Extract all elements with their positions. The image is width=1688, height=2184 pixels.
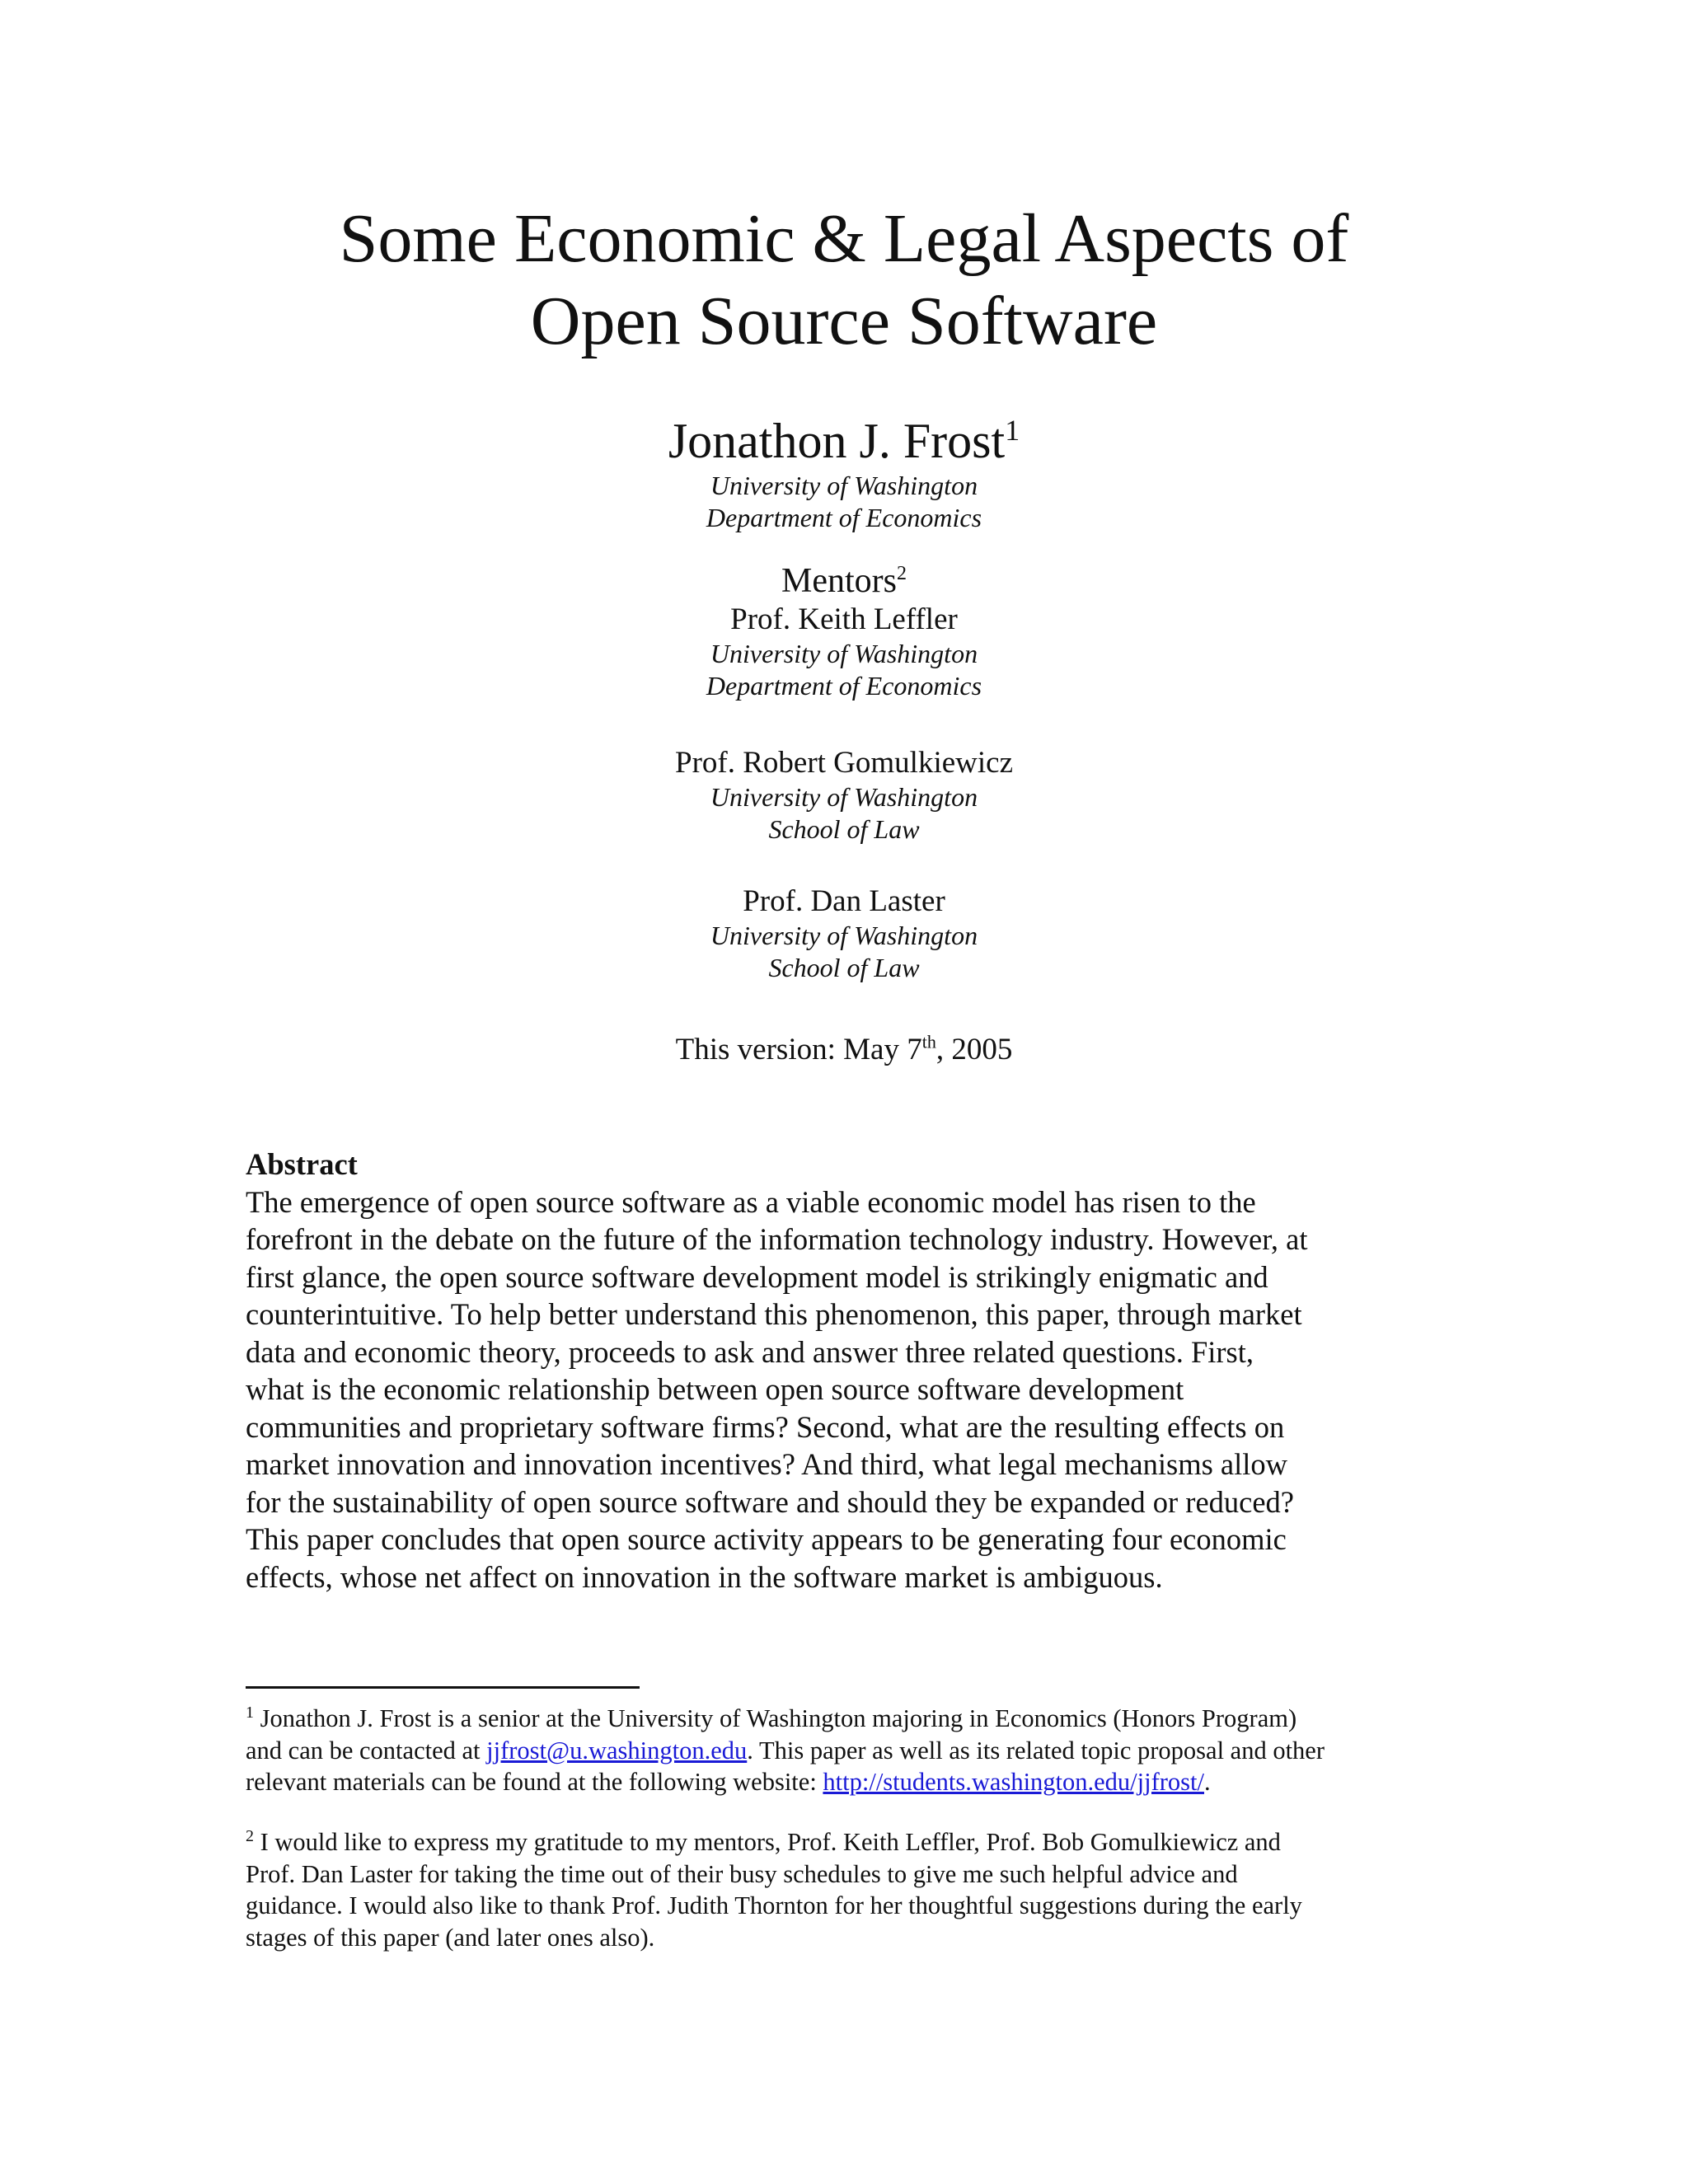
footnote-1-line: [246, 1766, 1449, 1798]
title-line-2: Open Source Software: [530, 283, 1158, 359]
footnote-1-line: [246, 1735, 1449, 1767]
footnote-2-line: Prof. Dan Laster for taking the time out of their busy schedules to give me such helpful advice and: [246, 1859, 1238, 1888]
footnote-1-text: .: [1204, 1768, 1211, 1796]
abstract-line: The emergence of open source software as a viable economic model has risen to the: [246, 1184, 1256, 1219]
abstract-line: effects, whose net affect on innovation in the software market is ambiguous.: [246, 1559, 1163, 1594]
footnote-2-mark: 2: [246, 1826, 254, 1845]
abstract-line: forefront in the debate on the future of the information technology industry. However, at: [246, 1222, 1308, 1256]
footnote-2-line: [246, 1826, 1449, 1858]
mentor-affiliation-university: University of Washington: [710, 639, 978, 668]
abstract-heading: Abstract: [246, 1147, 358, 1181]
website-link[interactable]: http://students.washington.edu/jjfrost/: [823, 1768, 1204, 1796]
mentor-affiliation-university: University of Washington: [710, 782, 978, 812]
mentors-footnote-mark[interactable]: 2: [897, 563, 907, 584]
footnote-1-text: Jonathon J. Frost is a senior at the University of Washington majoring in Economics (Honors Program): [254, 1704, 1297, 1732]
author-affiliation-university: University of Washington: [710, 471, 978, 500]
abstract-line: data and economic theory, proceeds to ask and answer three related questions. First,: [246, 1334, 1254, 1369]
abstract-line: This paper concludes that open source activity appears to be generating four economic: [246, 1522, 1287, 1556]
mentors-block: [0, 560, 1688, 702]
footnote-divider: [246, 1686, 640, 1689]
footnote-1-text: and can be contacted at: [246, 1736, 487, 1765]
mentor-affiliation-school: School of Law: [768, 814, 920, 844]
mentors-heading: Mentors: [781, 562, 897, 600]
mentor-name: Prof. Dan Laster: [743, 884, 945, 918]
abstract-line: what is the economic relationship between open source software development: [246, 1372, 1184, 1406]
mentors-heading-line: [0, 560, 1688, 602]
author-footnote-mark[interactable]: 1: [1005, 414, 1020, 447]
mentor-block: [0, 883, 1688, 984]
version-suffix: , 2005: [935, 1033, 1013, 1066]
abstract-line: first glance, the open source software development model is strikingly enigmatic and: [246, 1259, 1268, 1294]
footnote-2: [246, 1826, 1449, 1953]
abstract-line: communities and proprietary software firms? Second, what are the resulting effects on: [246, 1409, 1285, 1444]
mentor-block: [0, 745, 1688, 846]
version-superscript: th: [921, 1031, 936, 1052]
author-name-line: [0, 412, 1688, 470]
footnote-1-text: relevant materials can be found at the following website:: [246, 1768, 823, 1796]
mentor-affiliation-school: School of Law: [768, 953, 920, 982]
abstract-line: market innovation and innovation incentives? And third, what legal mechanisms allow: [246, 1447, 1288, 1481]
author-block: [0, 412, 1688, 534]
title-line-1: Some Economic & Legal Aspects of: [339, 200, 1349, 277]
mentor-affiliation-university: University of Washington: [710, 921, 978, 950]
footnote-2-line: stages of this paper (and later ones also).: [246, 1923, 655, 1952]
email-link[interactable]: jjfrost@u.washington.edu: [486, 1736, 748, 1765]
paper-title: [0, 198, 1688, 363]
footnote-1: [246, 1703, 1449, 1798]
footnote-2-text: I would like to express my gratitude to my mentors, Prof. Keith Leffler, Prof. Bob Gomulkiewicz and: [254, 1828, 1281, 1856]
footnote-1-mark: 1: [246, 1703, 254, 1722]
abstract-line: counterintuitive. To help better understand this phenomenon, this paper, through market: [246, 1297, 1302, 1331]
footnote-1-text: . This paper as well as its related topic proposal and other: [747, 1736, 1325, 1765]
version-prefix: This version: May 7: [675, 1033, 922, 1066]
mentor-name: Prof. Keith Leffler: [730, 602, 958, 636]
abstract-section: [246, 1146, 1432, 1596]
mentor-name: Prof. Robert Gomulkiewicz: [675, 746, 1013, 780]
author-affiliation-department: Department of Economics: [706, 503, 982, 532]
mentor-affiliation-department: Department of Economics: [706, 671, 982, 701]
version-line: [0, 1032, 1688, 1068]
footnote-2-line: guidance. I would also like to thank Prof. Judith Thornton for her thoughtful suggestions during the early: [246, 1891, 1302, 1919]
abstract-line: for the sustainability of open source software and should they be expanded or reduced?: [246, 1484, 1295, 1519]
footnote-1-line: [246, 1703, 1449, 1735]
author-name: Jonathon J. Frost: [668, 414, 1006, 468]
